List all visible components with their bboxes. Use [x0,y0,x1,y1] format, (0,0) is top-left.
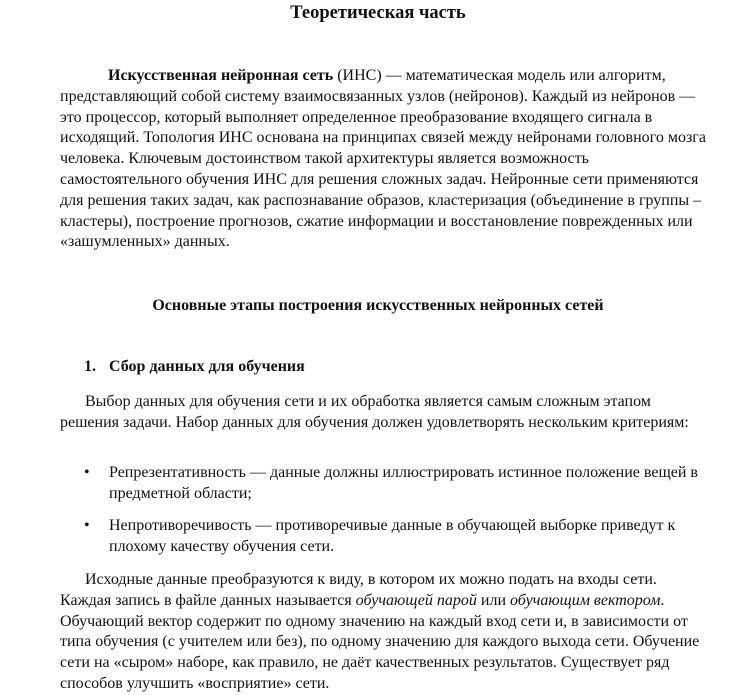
term-training-vector: обучающим вектором [510,591,661,609]
bullet-icon: • [84,464,90,481]
list-item [84,516,704,558]
section-heading: Основные этапы построения искусственных нейронных сетей [152,297,604,314]
closing-text-3: . Обучающий вектор содержит по одному значению на каждый вход сети и, в зависимости от типа обучения (с учителем или без), по одному значению для каждого выхода сети. Обучение сети на «сыром» наборе, как правило, не даёт качественных результатов. Существует ряд способов улучшить «восприятие» сети. [60,591,700,692]
list-item-text: Непротиворечивость — противоречивые данные в обучающей выборке приведут к плохому качеству обучения сети. [109,517,676,555]
step1-number: 1. [84,358,96,375]
list-item-text: Репрезентативность — данные должны иллюстрировать истинное положение вещей в предметной области; [109,464,698,502]
step1-heading [84,357,305,377]
closing-text-2: или [476,591,510,609]
intro-paragraph [60,66,710,253]
closing-text-1: Исходные данные преобразуются к виду, в котором их можно подать на входы сети. Каждая запись в файле данных называется [60,571,657,609]
term-training-pair: обучающей парой [355,591,477,609]
step1-paragraph [60,392,710,434]
step1-heading-text: Сбор данных для обучения [109,358,305,375]
closing-paragraph [60,570,710,695]
intro-text: (ИНС) — математическая модель или алгоритм, представляющий собой систему взаимосвязанных узлов (нейронов). Каждый из нейронов — это процессор, который выполняет определенное преобразование входящего сигнала в исходящий. Топология ИНС основана на принципах связей между нейронами головного мозга человека. Ключевым достоинством такой архитектуры является возможность самостоятельного обучения ИНС для решения сложных задач. Нейронные сети применяются для решения таких задач, как распознавание образов, кластеризация (объединение в группы – кластеры), построение прогнозов, сжатие информации и восстановление поврежденных или «зашумленных» данных. [60,67,706,251]
document-title: Теоретическая часть [290,3,466,23]
list-item [84,463,704,505]
step1-paragraph-text: Выбор данных для обучения сети и их обработка является самым сложным этапом решения задачи. Набор данных для обучения должен удовлетворять нескольким критериям: [60,393,689,431]
intro-term: Искусственная нейронная сеть [108,67,334,84]
bullet-icon: • [84,517,90,534]
